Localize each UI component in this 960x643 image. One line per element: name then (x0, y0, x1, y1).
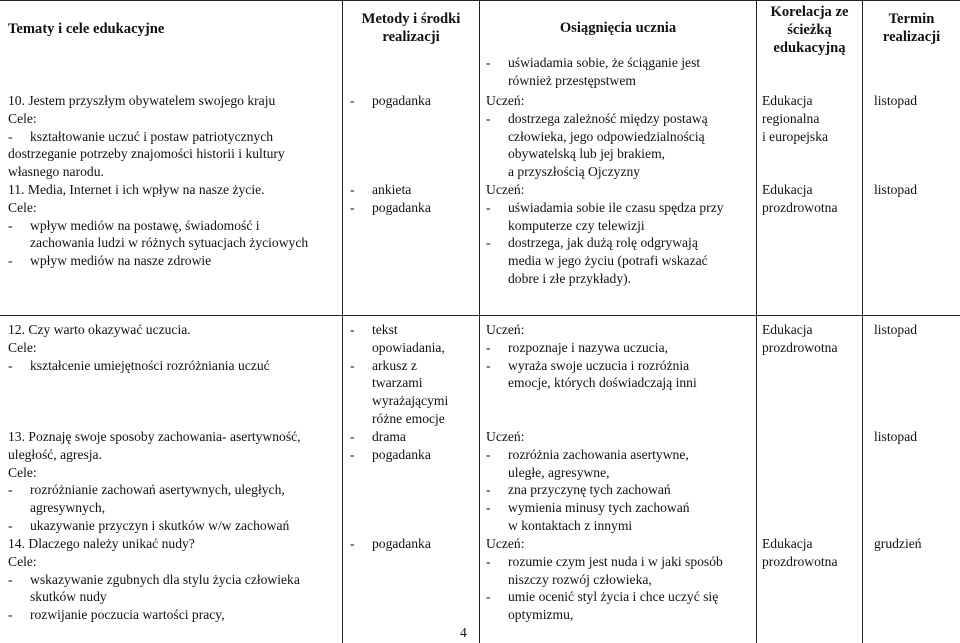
method-text: opowiadania, (372, 339, 445, 355)
method-item: - pogadanka (350, 199, 431, 215)
outcome-text: również przestępstwem (508, 72, 636, 88)
outcome-item: - wyraża swoje uczucia i rozróżnia (486, 357, 690, 373)
method-text: twarzami (372, 375, 423, 391)
goal-text: rozwijanie poczucia wartości pracy, (30, 607, 225, 623)
outcome-text: dostrzega zależność między postawą (508, 110, 708, 126)
method-text: pogadanka (372, 93, 431, 108)
header-correlation-line-1: Korelacja ze (770, 4, 849, 20)
correlation-text: Edukacja (762, 182, 813, 197)
method-item: - pogadanka (350, 536, 431, 551)
method-item: - pogadanka (350, 446, 431, 462)
header-outcomes (480, 19, 756, 37)
row2-term-13 (874, 428, 917, 446)
goal-item: - rozróżnianie zachowań asertywnych, uległych, (8, 482, 285, 498)
outcome-text: uległe, agresywne, (508, 464, 610, 480)
outcome-text: niszczy rozwój człowieka, (508, 571, 652, 587)
method-text: pogadanka (372, 199, 431, 215)
header-outcomes-text: Osiągnięcia ucznia (559, 20, 677, 36)
goals-label: Cele: (8, 110, 37, 126)
outcome-text: rozumie czym jest nuda i w jaki sposób (508, 553, 723, 569)
outcome-text: rozróżnia zachowania asertywne, (508, 446, 689, 462)
term-text: listopad (874, 429, 918, 444)
correlation-text: i europejska (762, 128, 829, 144)
goal-text: dostrzeganie potrzeby znajomości historii i kultury (8, 146, 285, 162)
correlation-text: prozdrowotna (762, 553, 838, 569)
correlation-text: prozdrowotna (762, 199, 838, 215)
method-text: ankieta (372, 182, 412, 197)
row2-correlation-14 (762, 535, 838, 571)
page-number-text: 4 (460, 625, 467, 640)
method-item: - arkusz z (350, 357, 417, 373)
row1-methods-10 (350, 92, 431, 110)
goal-text: wpływ mediów na postawę, świadomość i (30, 217, 260, 233)
outcome-text: zna przyczynę tych zachowań (508, 482, 671, 498)
method-text: pogadanka (372, 446, 431, 462)
header-term-line-1: Termin (888, 11, 935, 27)
outcome-text: człowieka, jego odpowiedzialnością (508, 128, 705, 144)
outcome-text: emocje, których doświadczają inni (508, 375, 697, 391)
page-number (460, 624, 467, 642)
row2-outcomes-14 (486, 535, 723, 624)
goal-text: własnego narodu. (8, 164, 104, 180)
outcome-item: - rozumie czym jest nuda i w jaki sposób (486, 553, 723, 569)
goal-item: - kształcenie umiejętności rozróżniania uczuć (8, 357, 270, 373)
method-text: różne emocje (372, 410, 445, 426)
row2-correlation-12 (762, 321, 838, 357)
correlation-text: regionalna (762, 110, 820, 126)
outcome-text: media w jego życiu (potrafi wskazać (508, 253, 708, 269)
goal-text: zachowania ludzi w różnych sytuacjach życiowych (30, 235, 309, 251)
row1-correlation-11 (762, 181, 838, 217)
outcome-item: - umie ocenić styl życia i chce uczyć się (486, 589, 719, 605)
outcome-text: umie ocenić styl życia i chce uczyć się (508, 589, 719, 605)
row1-correlation-10 (762, 92, 828, 145)
row1-outcomes-11 (486, 181, 724, 288)
row1-term-11 (874, 181, 917, 199)
correlation-text: Edukacja (762, 93, 813, 108)
col-divider-1 (342, 0, 343, 643)
correlation-text: prozdrowotna (762, 339, 838, 355)
outcome-item: - dostrzega zależność między postawą (486, 110, 708, 126)
goal-text: wpływ mediów na nasze zdrowie (30, 253, 212, 269)
goal-text: rozróżnianie zachowań asertywnych, uległych, (30, 482, 285, 498)
outcome-text: optymizmu, (508, 607, 574, 623)
student-label: Uczeń: (486, 93, 525, 108)
header-correlation-line-3: edukacyjną (773, 40, 846, 56)
header-methods-line-2: realizacji (382, 29, 440, 45)
row2-term-12 (874, 321, 917, 339)
term-text: listopad (874, 93, 918, 108)
method-item: - drama (350, 429, 406, 444)
outcome-text: dostrzega, jak dużą rolę odgrywają (508, 235, 698, 251)
goal-item: - wpływ mediów na nasze zdrowie (8, 253, 212, 269)
outcome-text: uświadamia sobie ile czasu spędza przy (508, 199, 724, 215)
outcome-text: rozpoznaje i nazywa uczucia, (508, 339, 669, 355)
header-topics (8, 20, 164, 38)
goal-item: - wskazywanie zgubnych dla stylu życia człowieka (8, 571, 300, 587)
goal-item: - wpływ mediów na postawę, świadomość i (8, 217, 260, 233)
topic-14-title: 14. Dlaczego należy unikać nudy? (8, 536, 195, 551)
row1-outcomes-carry (486, 54, 700, 90)
row2-topics-12 (8, 321, 270, 374)
goals-label: Cele: (8, 199, 37, 215)
goals-label: Cele: (8, 464, 37, 480)
goal-text: skutków nudy (30, 589, 107, 605)
student-label: Uczeń: (486, 429, 525, 444)
method-text: wyrażającymi (372, 393, 449, 409)
table-border-top (0, 0, 960, 1)
row1-outcomes-10 (486, 92, 708, 181)
outcome-text: a przyszłością Ojczyzny (508, 164, 641, 180)
outcome-item: - wymienia minusy tych zachowań (486, 500, 690, 516)
topic-11-title: 11. Media, Internet i ich wpływ na nasze życie. (8, 181, 265, 197)
student-label: Uczeń: (486, 322, 525, 337)
goal-item: - ukazywanie przyczyn i skutków w/w zachowań (8, 517, 290, 533)
outcome-item: - rozróżnia zachowania asertywne, (486, 446, 689, 462)
row2-outcomes-12 (486, 321, 697, 392)
goal-text: ukazywanie przyczyn i skutków w/w zachowań (30, 517, 290, 533)
outcome-item: - dostrzega, jak dużą rolę odgrywają (486, 235, 698, 251)
method-text: tekst (372, 322, 398, 337)
header-methods (343, 10, 479, 46)
method-item: - ankieta (350, 182, 412, 197)
table-border-middle (0, 315, 960, 316)
header-correlation-line-2: ścieżką (787, 22, 832, 38)
row2-term-14 (874, 535, 922, 553)
outcome-text: komputerze czy telewizji (508, 217, 645, 233)
outcome-text: dobre i złe przykłady). (508, 270, 632, 286)
student-label: Uczeń: (486, 536, 525, 551)
outcome-item: - zna przyczynę tych zachowań (486, 482, 671, 498)
outcome-item: - uświadamia sobie, że ściąganie jest (486, 55, 701, 70)
topic-10-title: 10. Jestem przyszłym obywatelem swojego kraju (8, 93, 276, 108)
method-text: drama (372, 429, 406, 444)
method-item: - tekst (350, 322, 398, 337)
col-divider-2 (479, 0, 480, 643)
topic-12-title: 12. Czy warto okazywać uczucia. (8, 322, 191, 337)
outcome-item: - rozpoznaje i nazywa uczucia, (486, 339, 669, 355)
goal-item: - rozwijanie poczucia wartości pracy, (8, 607, 225, 623)
correlation-text: Edukacja (762, 536, 813, 551)
col-divider-3 (756, 0, 757, 643)
goal-text: kształcenie umiejętności rozróżniania uczuć (30, 357, 270, 373)
outcome-text: w kontaktach z innymi (508, 517, 633, 533)
row2-topics-14 (8, 535, 300, 624)
goal-text: kształtowanie uczuć i postaw patriotycznych (30, 128, 274, 144)
row2-methods-14 (350, 535, 431, 553)
row2-outcomes-13 (486, 428, 690, 535)
row1-methods-11 (350, 181, 431, 217)
row2-topics-13 (8, 428, 301, 535)
header-term-line-2: realizacji (882, 29, 941, 45)
outcome-text: uświadamia sobie, że ściąganie jest (508, 55, 701, 70)
header-correlation (757, 3, 862, 57)
goals-label: Cele: (8, 553, 37, 569)
term-text: listopad (874, 182, 918, 197)
method-text: arkusz z (372, 357, 417, 373)
col-divider-4 (862, 0, 863, 643)
outcome-text: wyraża swoje uczucia i rozróżnia (508, 357, 690, 373)
outcome-item: - uświadamia sobie ile czasu spędza przy (486, 199, 724, 215)
outcome-text: wymienia minusy tych zachowań (508, 500, 690, 516)
row2-methods-12 (350, 321, 448, 428)
goal-item: - kształtowanie uczuć i postaw patriotycznych (8, 128, 274, 144)
outcome-text: obywatelską lub jej brakiem, (508, 146, 666, 162)
student-label: Uczeń: (486, 182, 525, 197)
row1-topics (8, 92, 308, 270)
goal-text: wskazywanie zgubnych dla stylu życia człowieka (30, 571, 300, 587)
topic-13-title: 13. Poznaję swoje sposoby zachowania- asertywność, (8, 429, 301, 444)
row1-term-10 (874, 92, 917, 110)
header-term (863, 10, 960, 46)
term-text: grudzień (874, 536, 922, 551)
header-topics-text: Tematy i cele edukacyjne (8, 21, 165, 37)
topic-13-title: uległość, agresja. (8, 446, 102, 462)
method-text: pogadanka (372, 536, 431, 551)
goals-label: Cele: (8, 339, 37, 355)
correlation-text: Edukacja (762, 322, 813, 337)
row2-methods-13 (350, 428, 431, 464)
header-methods-line-1: Metody i środki (361, 11, 461, 27)
method-item: - pogadanka (350, 93, 431, 108)
goal-text: agresywnych, (30, 500, 106, 516)
term-text: listopad (874, 322, 918, 337)
